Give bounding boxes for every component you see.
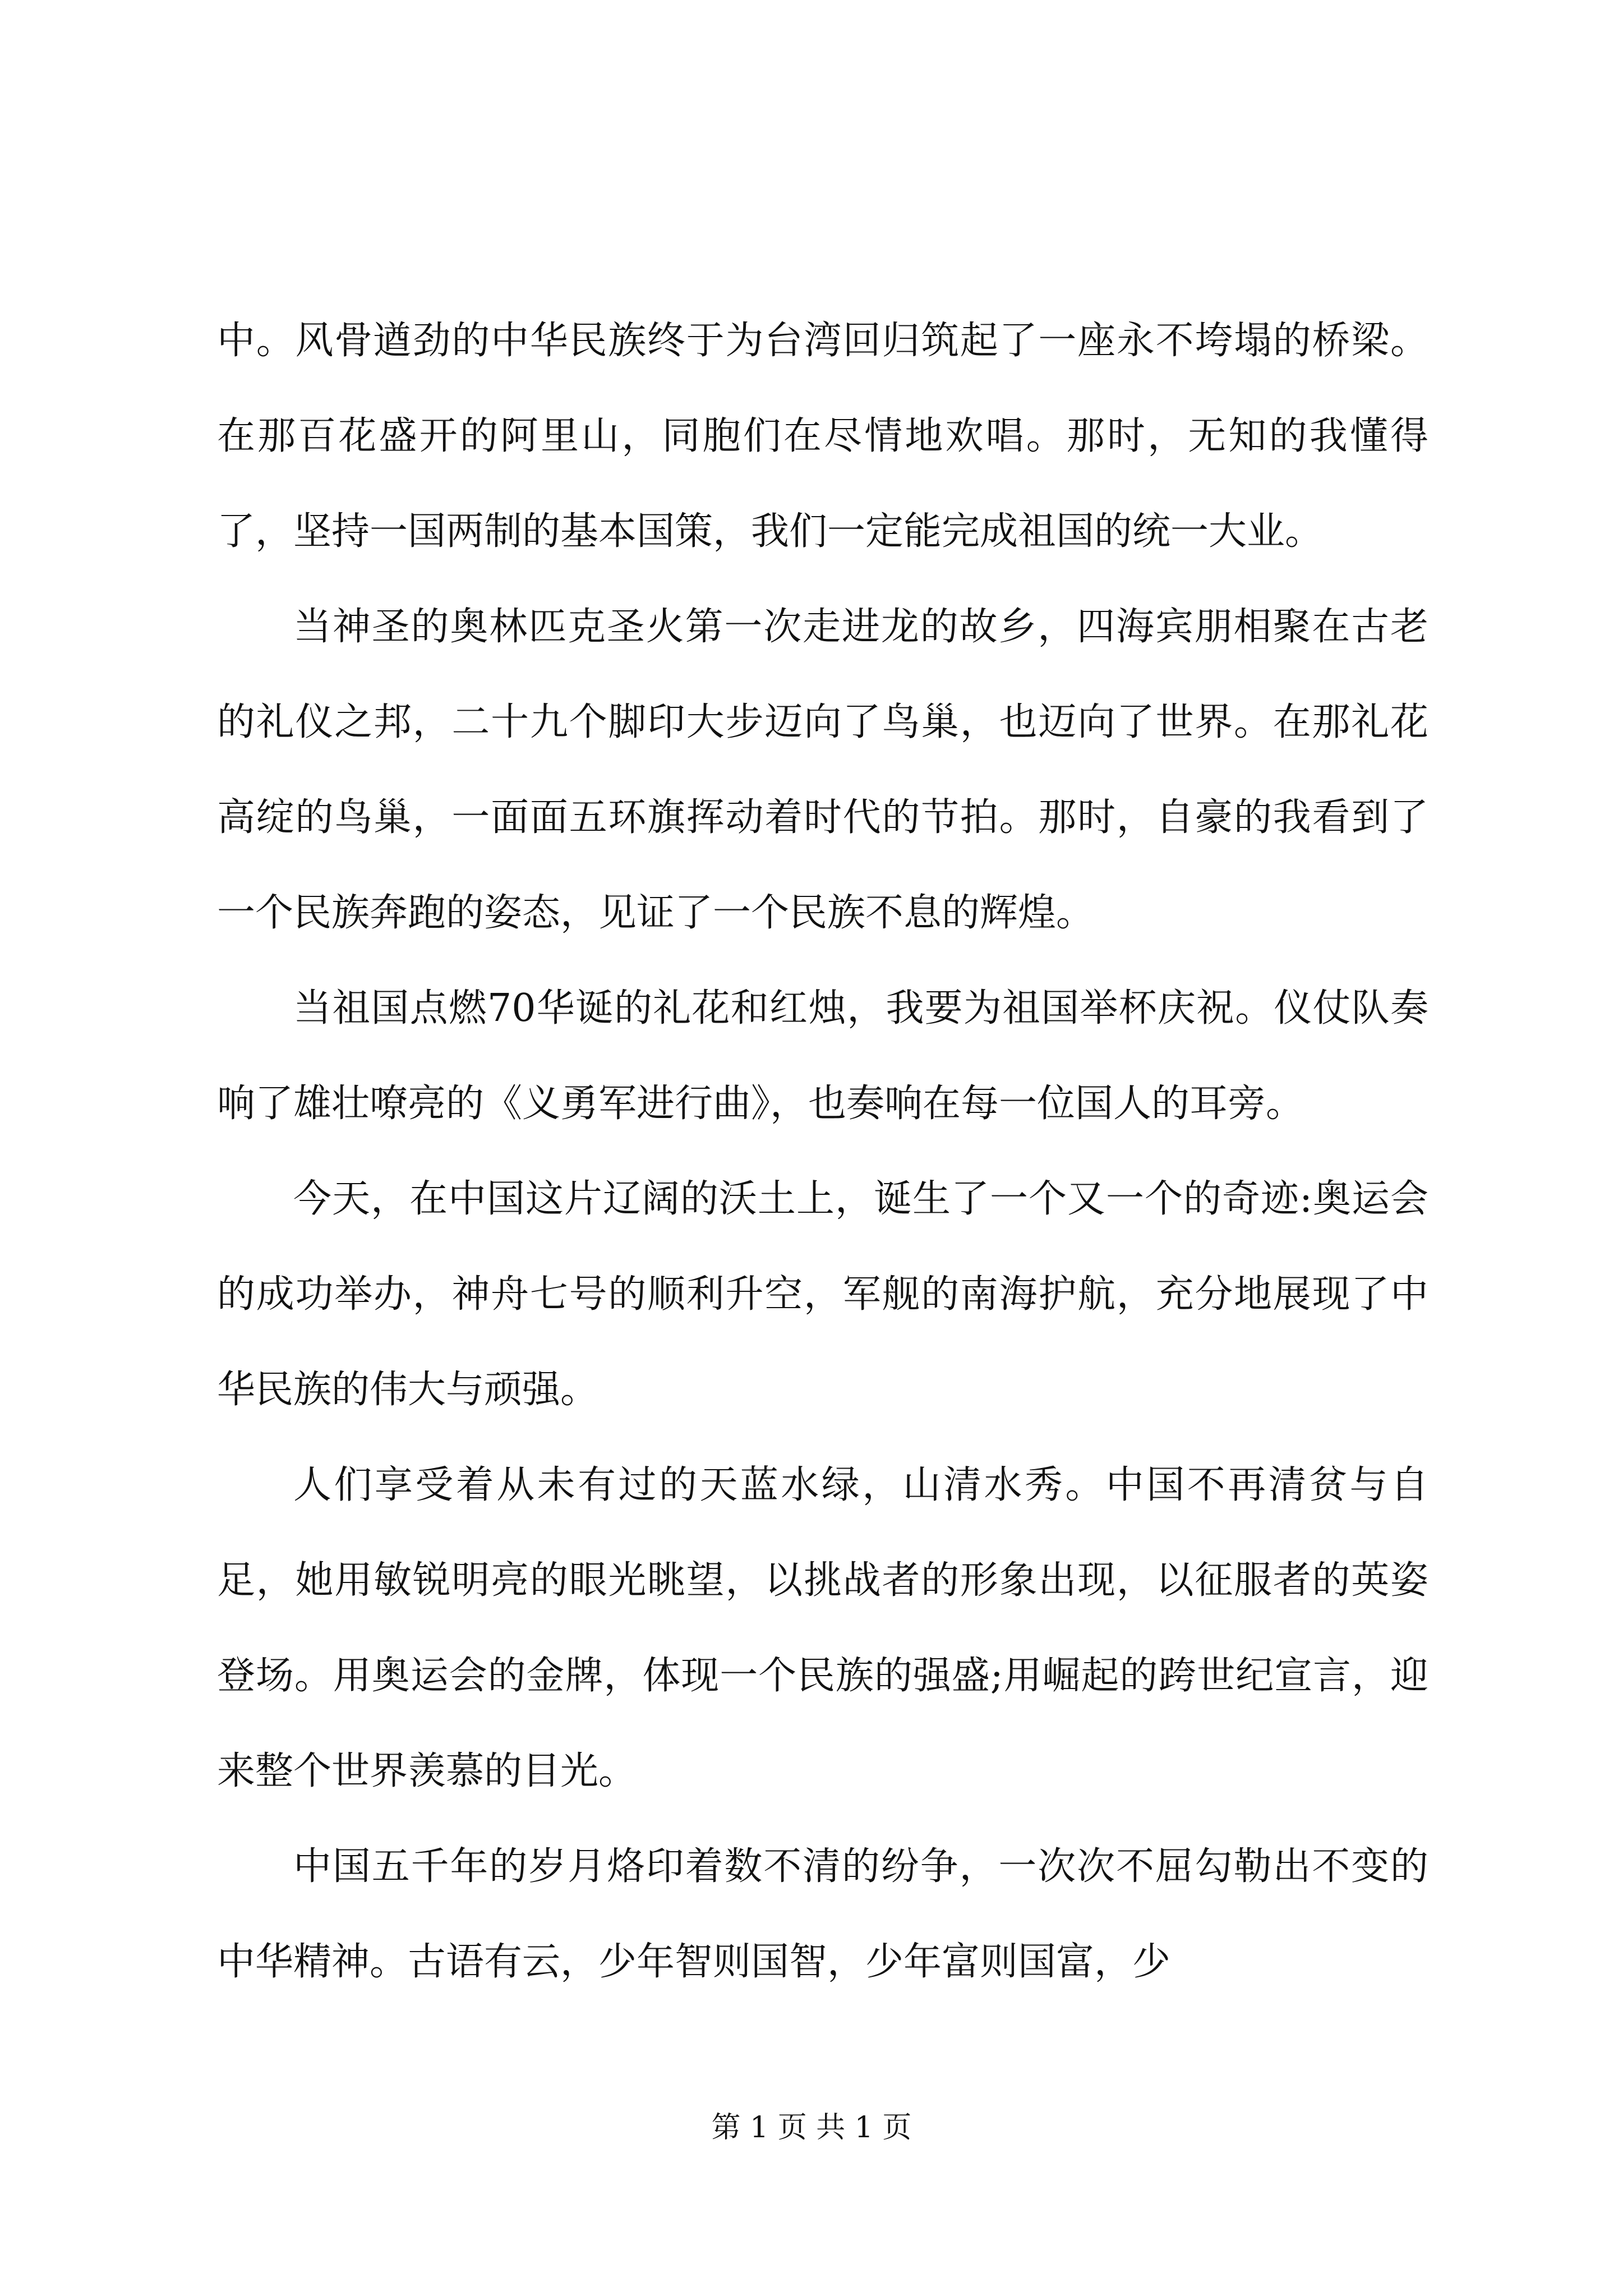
paragraph-2: 当神圣的奥林匹克圣火第一次走进龙的故乡，四海宾朋相聚在古老的礼仪之邦，二十九个脚印大步迈向了鸟巢，也迈向了世界。在那礼花高绽的鸟巢，一面面五环旗挥动着时代的节拍。那时，自豪的我看到了一个民族奔跑的姿态，见证了一个民族不息的辉煌。: [217, 605, 1428, 935]
paragraph-6: 中国五千年的岁月烙印着数不清的纷争，一次次不屈勾勒出不变的中华精神。古语有云，少年智则国智，少年富则国富，少: [217, 1844, 1428, 1984]
paragraph-3: 当祖国点燃70华诞的礼花和红烛，我要为祖国举杯庆祝。仪仗队奏响了雄壮嘹亮的《义勇军进行曲》，也奏响在每一位国人的耳旁。: [217, 986, 1428, 1126]
paragraph-1: 中。风骨遒劲的中华民族终于为台湾回归筑起了一座永不垮塌的桥梁。在那百花盛开的阿里山，同胞们在尽情地欢唱。那时，无知的我懂得了，坚持一国两制的基本国策，我们一定能完成祖国的统一大业。: [217, 319, 1428, 554]
paragraph-4: 今天，在中国这片辽阔的沃土上，诞生了一个又一个的奇迹:奥运会的成功举办，神舟七号的顺利升空，军舰的南海护航，充分地展现了中华民族的伟大与顽强。: [217, 1177, 1428, 1412]
paragraph-5: 人们享受着从未有过的天蓝水绿，山清水秀。中国不再清贫与自足，她用敏锐明亮的眼光眺望，以挑战者的形象出现，以征服者的英姿登场。用奥运会的金牌，体现一个民族的强盛;用崛起的跨世纪宣言，迎来整个世界羡慕的目光。: [217, 1463, 1428, 1793]
document-body: [217, 293, 1428, 2010]
page-footer: 第 1 页 共 1 页: [711, 2111, 912, 2145]
